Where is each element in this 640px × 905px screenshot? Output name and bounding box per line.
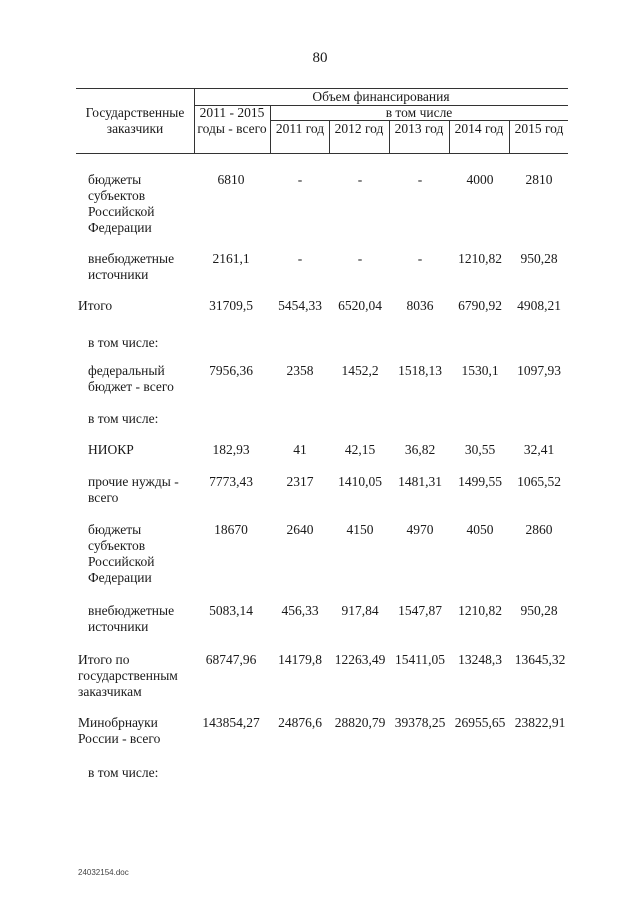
year-header-2012: 2012 год (334, 121, 384, 136)
value-total: 6810 (217, 172, 245, 187)
row-label: бюджеты субъектов Российской Федерации (88, 522, 155, 585)
value-2013: 1481,31 (398, 474, 442, 489)
value-2014: 1530,1 (461, 363, 499, 378)
year-header-2011: 2011 год (275, 121, 325, 136)
value-2012: 4150 (346, 522, 374, 537)
value-2011: 2640 (286, 522, 314, 537)
financing-header: Объем финансирования (312, 89, 450, 104)
value-2011: - (297, 251, 303, 266)
row-label: Итого по государственным заказчикам (78, 652, 178, 699)
value-2015: 2810 (525, 172, 553, 187)
value-2011: 2358 (286, 363, 314, 378)
value-total: 7956,36 (209, 363, 253, 378)
value-2015: 23822,91 (514, 715, 566, 730)
value-2012: 28820,79 (334, 715, 386, 730)
value-2012: - (357, 172, 363, 187)
col-divider-3 (329, 120, 330, 153)
year-header-2015: 2015 год (514, 121, 564, 136)
page-number: 80 (312, 50, 328, 66)
value-total: 7773,43 (209, 474, 253, 489)
row-label: НИОКР (88, 442, 134, 457)
value-2013: 8036 (406, 298, 434, 313)
value-2015: 1065,52 (517, 474, 561, 489)
value-2011: 14179,8 (278, 652, 322, 667)
value-2012: 917,84 (341, 603, 379, 618)
row-label: внебюджетные источники (88, 251, 175, 282)
value-2012: 42,15 (344, 442, 376, 457)
value-2014: 1210,82 (458, 251, 502, 266)
row-label: Итого (78, 298, 113, 313)
value-2014: 1499,55 (458, 474, 502, 489)
row-label: в том числе: (88, 335, 159, 350)
customers-header: Государственные заказчики (85, 105, 185, 136)
col-divider-4 (389, 120, 390, 153)
value-2014: 4050 (466, 522, 494, 537)
value-2014: 30,55 (464, 442, 496, 457)
footer-file-name: 24032154.doc (78, 868, 129, 877)
value-2011: 2317 (286, 474, 314, 489)
row-label: прочие нужды - всего (88, 474, 179, 505)
value-2013: 1518,13 (398, 363, 442, 378)
col-divider-6 (509, 120, 510, 153)
row-label: внебюджетные источники (88, 603, 175, 634)
year-header-2014: 2014 год (454, 121, 504, 136)
value-2015: 950,28 (520, 251, 558, 266)
value-total: 68747,96 (205, 652, 257, 667)
value-total: 18670 (214, 522, 248, 537)
value-2014: 6790,92 (458, 298, 502, 313)
value-2015: 4908,21 (517, 298, 561, 313)
row-label: в том числе: (88, 765, 159, 780)
value-total: 182,93 (212, 442, 250, 457)
value-2013: 36,82 (404, 442, 436, 457)
value-total: 2161,1 (212, 251, 250, 266)
value-2012: 1452,2 (341, 363, 379, 378)
total-period-header: 2011 - 2015 годы - всего (197, 105, 267, 136)
col-divider-5 (449, 120, 450, 153)
value-2011: 456,33 (281, 603, 319, 618)
row-label: в том числе: (88, 411, 159, 426)
including-header: в том числе (385, 105, 453, 120)
value-2012: 12263,49 (334, 652, 386, 667)
value-2012: - (357, 251, 363, 266)
header-bottom-rule (76, 153, 568, 154)
value-2013: 15411,05 (394, 652, 446, 667)
value-2012: 6520,04 (338, 298, 382, 313)
value-2012: 1410,05 (338, 474, 382, 489)
value-2015: 2860 (525, 522, 553, 537)
value-2014: 4000 (466, 172, 494, 187)
value-2013: 39378,25 (394, 715, 446, 730)
value-2011: 41 (293, 442, 307, 457)
value-2015: 13645,32 (514, 652, 566, 667)
value-2013: - (417, 251, 423, 266)
value-2011: 24876,6 (278, 715, 322, 730)
year-header-2013: 2013 год (394, 121, 444, 136)
value-total: 143854,27 (202, 715, 260, 730)
row-label: Минобрнауки России - всего (78, 715, 161, 746)
value-2013: 1547,87 (398, 603, 442, 618)
value-total: 5083,14 (209, 603, 253, 618)
row-label: федеральный бюджет - всего (88, 363, 174, 394)
value-2015: 32,41 (523, 442, 555, 457)
value-2015: 1097,93 (517, 363, 561, 378)
value-2014: 26955,65 (454, 715, 506, 730)
value-2013: 4970 (406, 522, 434, 537)
row-label: бюджеты субъектов Российской Федерации (88, 172, 155, 235)
value-2014: 13248,3 (458, 652, 502, 667)
value-2011: - (297, 172, 303, 187)
value-2013: - (417, 172, 423, 187)
value-2014: 1210,82 (458, 603, 502, 618)
value-total: 31709,5 (209, 298, 253, 313)
value-2011: 5454,33 (278, 298, 322, 313)
value-2015: 950,28 (520, 603, 558, 618)
